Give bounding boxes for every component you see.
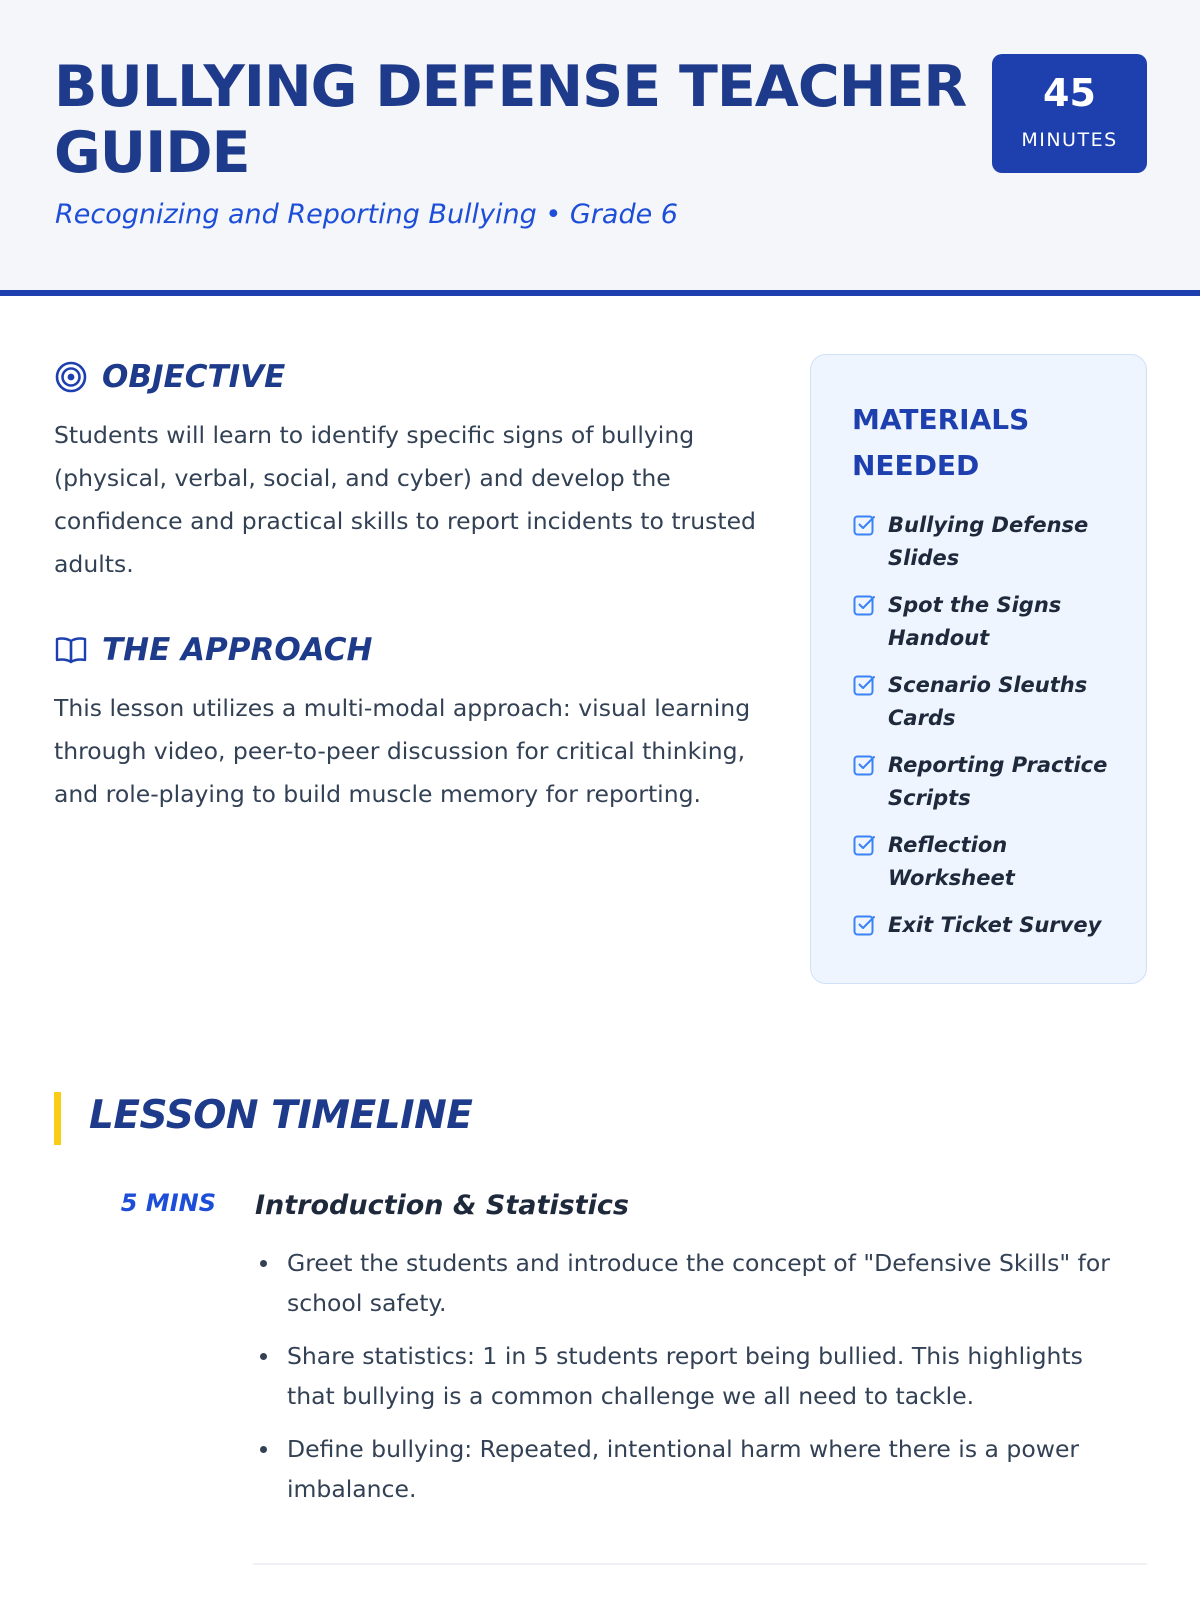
materials-item: [852, 749, 1112, 815]
approach-heading: THE APPROACH: [102, 632, 373, 668]
materials-item: [852, 829, 1112, 895]
timeline-block-title: Introduction & Statistics: [255, 1190, 629, 1221]
open-book-icon: [54, 633, 88, 667]
materials-item: [852, 589, 1112, 655]
materials-item: [852, 909, 1112, 942]
approach-text: This lesson utilizes a multi-modal approach: visual learning through video, peer-to-peer discussion for critical thinking, and role-playing to build muscle memory for reporting.: [54, 694, 751, 808]
list-item: Define bullying: Repeated, intentional harm where there is a power imbalance.: [255, 1429, 1135, 1509]
timeline-heading: LESSON TIMELINE: [89, 1093, 473, 1138]
checkbox-icon: [852, 753, 876, 777]
materials-item: [852, 509, 1112, 575]
checkbox-icon: [852, 673, 876, 697]
duration-value: 45: [1043, 71, 1096, 115]
checkbox-icon: [852, 913, 876, 937]
materials-item: [852, 669, 1112, 735]
page-title: BULLYING DEFENSE TEACHER GUIDE: [54, 54, 967, 186]
materials-panel: [810, 354, 1147, 984]
materials-item-label: Reporting Practice Scripts: [888, 753, 1108, 810]
objective-text: Students will learn to identify specific signs of bullying (physical, verbal, social, and cyber) and develop the confidence and practical skills to report incidents to trusted adults.: [54, 421, 756, 578]
materials-heading: MATERIALS NEEDED: [852, 403, 1030, 482]
checkbox-icon: [852, 593, 876, 617]
timeline-accent-bar: [54, 1092, 61, 1145]
approach-heading-row: [54, 630, 372, 670]
duration-badge: [992, 54, 1147, 173]
objective-heading: OBJECTIVE: [102, 359, 286, 395]
checkbox-icon: [852, 513, 876, 537]
checkbox-icon: [852, 833, 876, 857]
page-header: [0, 0, 1200, 296]
list-item: Share statistics: 1 in 5 students report being bullied. This highlights that bullying is a common challenge we all need to tackle.: [255, 1336, 1135, 1416]
timeline-block-bullets: [255, 1243, 1135, 1522]
materials-item-label: Exit Ticket Survey: [888, 913, 1102, 937]
materials-item-label: Bullying Defense Slides: [888, 513, 1089, 570]
materials-item-label: Reflection Worksheet: [888, 833, 1015, 890]
timeline-block-duration: 5 MINS: [120, 1189, 216, 1217]
page-subtitle: Recognizing and Reporting Bullying • Grade 6: [55, 199, 678, 230]
duration-unit: MINUTES: [1021, 129, 1118, 151]
target-icon: [54, 360, 88, 394]
materials-item-label: Scenario Sleuths Cards: [888, 673, 1088, 730]
list-item: Greet the students and introduce the concept of "Defensive Skills" for school safety.: [255, 1243, 1135, 1323]
divider: [253, 1563, 1147, 1565]
materials-list: [852, 509, 1112, 956]
objective-heading-row: [54, 357, 285, 397]
materials-item-label: Spot the Signs Handout: [888, 593, 1062, 650]
